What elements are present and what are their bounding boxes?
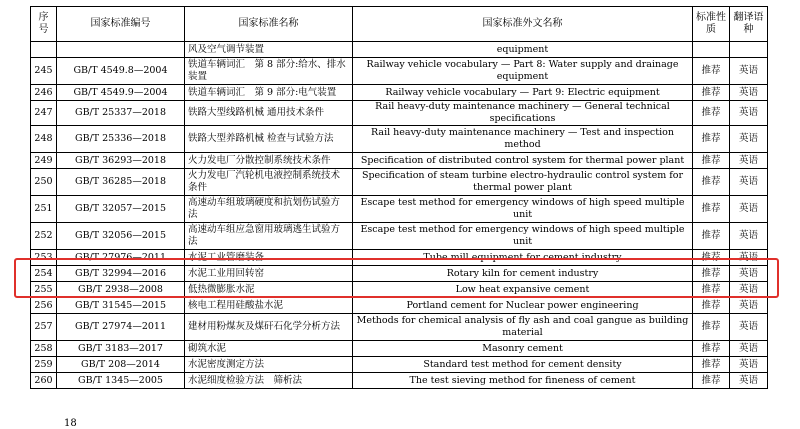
header-no: 序号 [31, 7, 57, 42]
table-row [31, 282, 768, 298]
header-nature: 标准性质 [693, 7, 730, 42]
table-row [31, 169, 768, 196]
cell-foreign: Rotary kiln for cement industry [353, 266, 693, 282]
cell-nature: 推荐 [693, 169, 730, 196]
cell-code: GB/T 208—2014 [57, 357, 185, 373]
cell-no: 247 [31, 101, 57, 126]
table-row [31, 357, 768, 373]
cell-foreign: Specification of distributed control system for thermal power plant [353, 153, 693, 169]
cell-lang: 英语 [730, 58, 768, 85]
cell-no: 256 [31, 298, 57, 314]
cell-no: 254 [31, 266, 57, 282]
cell-nature: 推荐 [693, 223, 730, 250]
table-header-row [31, 7, 768, 42]
cell-name: 水泥工业用回转窑 [185, 266, 353, 282]
cell-nature: 推荐 [693, 126, 730, 153]
cell-foreign: Rail heavy-duty maintenance machinery — General technical specifications [353, 101, 693, 126]
cell-foreign: Methods for chemical analysis of fly ash and coal gangue as building material [353, 314, 693, 341]
cell-no: 248 [31, 126, 57, 153]
cell-foreign: equipment [353, 42, 693, 58]
cell-name: 铁路大型养路机械 检查与试验方法 [185, 126, 353, 153]
cell-no: 257 [31, 314, 57, 341]
cell-code: GB/T 32056—2015 [57, 223, 185, 250]
cell-name: 水泥密度测定方法 [185, 357, 353, 373]
cell-nature: 推荐 [693, 373, 730, 389]
cell-lang: 英语 [730, 223, 768, 250]
cell-code [57, 42, 185, 58]
cell-nature: 推荐 [693, 58, 730, 85]
cell-no: 245 [31, 58, 57, 85]
cell-code: GB/T 32994—2016 [57, 266, 185, 282]
cell-code: GB/T 1345—2005 [57, 373, 185, 389]
cell-no: 253 [31, 250, 57, 266]
cell-no: 252 [31, 223, 57, 250]
cell-name: 高速动车组玻璃硬度和抗划伤试验方法 [185, 196, 353, 223]
cell-foreign: Portland cement for Nuclear power engineering [353, 298, 693, 314]
cell-lang: 英语 [730, 373, 768, 389]
cell-nature: 推荐 [693, 196, 730, 223]
cell-code: GB/T 4549.9—2004 [57, 85, 185, 101]
cell-code: GB/T 36293—2018 [57, 153, 185, 169]
cell-code: GB/T 36285—2018 [57, 169, 185, 196]
cell-foreign: Tube mill equipment for cement industry [353, 250, 693, 266]
cell-name: 水泥细度检验方法 筛析法 [185, 373, 353, 389]
cell-name: 铁道车辆词汇 第 8 部分:给水、排水装置 [185, 58, 353, 85]
cell-name: 低热微膨胀水泥 [185, 282, 353, 298]
page-number: 18 [64, 418, 77, 429]
cell-foreign: The test sieving method for fineness of cement [353, 373, 693, 389]
cell-foreign: Escape test method for emergency windows of high speed multiple unit [353, 196, 693, 223]
table-row [31, 223, 768, 250]
cell-lang: 英语 [730, 196, 768, 223]
table-row [31, 42, 768, 58]
cell-no: 255 [31, 282, 57, 298]
cell-lang: 英语 [730, 282, 768, 298]
cell-lang: 英语 [730, 250, 768, 266]
cell-no [31, 42, 57, 58]
cell-foreign: Specification of steam turbine electro-hydraulic control system for thermal power plant [353, 169, 693, 196]
cell-name: 铁路大型线路机械 通用技术条件 [185, 101, 353, 126]
cell-no: 258 [31, 341, 57, 357]
cell-lang [730, 42, 768, 58]
cell-lang: 英语 [730, 153, 768, 169]
cell-name: 砌筑水泥 [185, 341, 353, 357]
cell-lang: 英语 [730, 266, 768, 282]
standards-table [30, 6, 768, 389]
table-row [31, 298, 768, 314]
cell-code: GB/T 27974—2011 [57, 314, 185, 341]
header-lang: 翻译语种 [730, 7, 768, 42]
cell-no: 249 [31, 153, 57, 169]
cell-nature: 推荐 [693, 282, 730, 298]
table-row [31, 341, 768, 357]
cell-nature: 推荐 [693, 298, 730, 314]
table-row [31, 373, 768, 389]
cell-code: GB/T 4549.8—2004 [57, 58, 185, 85]
table-row [31, 58, 768, 85]
cell-nature: 推荐 [693, 85, 730, 101]
header-foreign: 国家标准外文名称 [353, 7, 693, 42]
header-name: 国家标准名称 [185, 7, 353, 42]
cell-code: GB/T 25337—2018 [57, 101, 185, 126]
cell-foreign: Escape test method for emergency windows of high speed multiple unit [353, 223, 693, 250]
cell-name: 火力发电厂汽轮机电液控制系统技术条件 [185, 169, 353, 196]
cell-lang: 英语 [730, 169, 768, 196]
header-code: 国家标准编号 [57, 7, 185, 42]
table-row [31, 250, 768, 266]
cell-lang: 英语 [730, 314, 768, 341]
cell-name: 火力发电厂分散控制系统技术条件 [185, 153, 353, 169]
cell-name: 核电工程用硅酸盐水泥 [185, 298, 353, 314]
table-row [31, 101, 768, 126]
cell-nature: 推荐 [693, 101, 730, 126]
cell-lang: 英语 [730, 341, 768, 357]
cell-code: GB/T 27976—2011 [57, 250, 185, 266]
cell-name: 风及空气调节装置 [185, 42, 353, 58]
cell-code: GB/T 32057—2015 [57, 196, 185, 223]
cell-code: GB/T 31545—2015 [57, 298, 185, 314]
cell-nature: 推荐 [693, 266, 730, 282]
cell-foreign: Rail heavy-duty maintenance machinery — Test and inspection method [353, 126, 693, 153]
cell-name: 水泥工业管磨装备 [185, 250, 353, 266]
cell-nature: 推荐 [693, 153, 730, 169]
cell-lang: 英语 [730, 101, 768, 126]
cell-no: 260 [31, 373, 57, 389]
cell-no: 251 [31, 196, 57, 223]
table-row [31, 196, 768, 223]
cell-nature: 推荐 [693, 357, 730, 373]
cell-nature [693, 42, 730, 58]
cell-name: 铁道车辆词汇 第 9 部分:电气装置 [185, 85, 353, 101]
cell-lang: 英语 [730, 85, 768, 101]
cell-foreign: Masonry cement [353, 341, 693, 357]
cell-name: 建材用粉煤灰及煤矸石化学分析方法 [185, 314, 353, 341]
cell-foreign: Low heat expansive cement [353, 282, 693, 298]
cell-foreign: Railway vehicle vocabulary — Part 8: Water supply and drainage equipment [353, 58, 693, 85]
cell-nature: 推荐 [693, 250, 730, 266]
cell-foreign: Railway vehicle vocabulary — Part 9: Electric equipment [353, 85, 693, 101]
cell-lang: 英语 [730, 126, 768, 153]
cell-no: 250 [31, 169, 57, 196]
table-row [31, 314, 768, 341]
table-row [31, 85, 768, 101]
table-row [31, 126, 768, 153]
cell-no: 246 [31, 85, 57, 101]
table-row [31, 153, 768, 169]
cell-lang: 英语 [730, 357, 768, 373]
cell-code: GB/T 25336—2018 [57, 126, 185, 153]
cell-code: GB/T 3183—2017 [57, 341, 185, 357]
cell-foreign: Standard test method for cement density [353, 357, 693, 373]
table-row [31, 266, 768, 282]
cell-nature: 推荐 [693, 341, 730, 357]
cell-name: 高速动车组应急窗用玻璃逃生试验方法 [185, 223, 353, 250]
cell-code: GB/T 2938—2008 [57, 282, 185, 298]
cell-no: 259 [31, 357, 57, 373]
cell-lang: 英语 [730, 298, 768, 314]
cell-nature: 推荐 [693, 314, 730, 341]
